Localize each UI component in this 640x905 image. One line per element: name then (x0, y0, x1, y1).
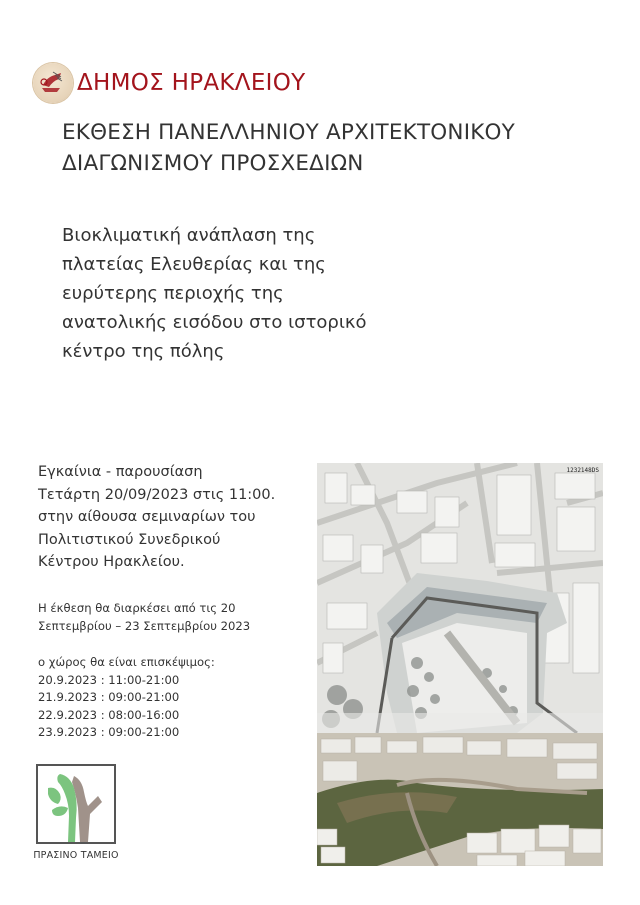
proposal-visual (317, 463, 603, 866)
municipality-seal-icon (33, 63, 73, 103)
green-fund-label: ΠΡΑΣΙΝΟ ΤΑΜΕΙΟ (33, 850, 119, 861)
site-plan-map (317, 463, 603, 733)
green-fund-logo (32, 764, 120, 861)
description-line: ανατολικής εισόδου στο ιστορικό (62, 312, 367, 333)
duration-line: Σεπτεμβρίου – 23 Σεπτεμβρίου 2023 (38, 618, 251, 633)
schedule-entry: 22.9.2023 : 08:00-16:00 (38, 707, 180, 722)
opening-line: Κέντρου Ηρακλείου. (38, 554, 185, 570)
map-code-label: 1232148DS (566, 467, 599, 474)
opening-info (38, 461, 275, 574)
description-line: κέντρο της πόλης (62, 341, 225, 362)
schedule-entry: 23.9.2023 : 09:00-21:00 (38, 725, 180, 739)
description-line: πλατείας Ελευθερίας και της (62, 254, 326, 275)
opening-line: Πολιτιστικού Συνεδρικού (38, 531, 221, 548)
visiting-hours (38, 654, 215, 742)
opening-line: στην αίθουσα σεμιναρίων του (38, 509, 256, 525)
aerial-render (317, 733, 603, 866)
opening-line: Εγκαίνια - παρουσίαση (38, 464, 203, 480)
municipality-name: ΔΗΜΟΣ ΗΡΑΚΛΕΙΟΥ (77, 70, 306, 96)
exhibition-duration (38, 600, 250, 635)
schedule-entry: 21.9.2023 : 09:00-21:00 (38, 690, 180, 704)
schedule-entry: 20.9.2023 : 11:00-21:00 (38, 672, 180, 687)
duration-line: Η έκθεση θα διαρκέσει από τις 20 (38, 601, 236, 615)
exhibition-title (62, 117, 515, 179)
title-line: ΔΙΑΓΩΝΙΣΜΟΥ ΠΡΟΣΧΕΔΙΩΝ (62, 151, 364, 176)
description-line: ευρύτερης περιοχής της (62, 283, 284, 304)
description-line: Βιοκλιματική ανάπλαση της (62, 225, 316, 246)
visiting-hours-heading: ο χώρος θα είναι επισκέψιμος: (38, 655, 215, 669)
title-line: ΕΚΘΕΣΗ ΠΑΝΕΛΛΗΝΙΟΥ ΑΡΧΙΤΕΚΤΟΝΙΚΟΥ (62, 120, 516, 145)
green-fund-tree-icon (36, 764, 116, 844)
opening-line: Τετάρτη 20/09/2023 στις 11:00. (38, 486, 276, 503)
project-description (62, 221, 367, 366)
municipality-header (33, 63, 306, 103)
